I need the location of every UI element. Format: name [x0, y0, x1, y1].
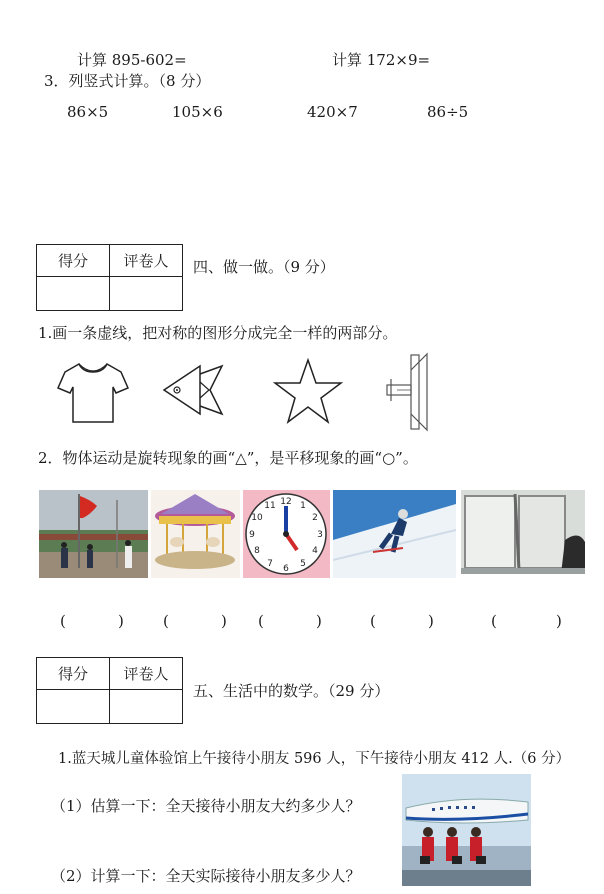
star-icon [272, 358, 344, 424]
skier-photo [333, 490, 456, 578]
grader-header: 评卷人 [110, 658, 183, 690]
section4-q1: 1.画一条虚线，把对称的图形分成完全一样的两部分。 [38, 324, 398, 342]
section5-sub1: （1）估算一下：全天接待小朋友大约多少人？ [51, 797, 361, 815]
grader-header: 评卷人 [110, 245, 183, 277]
svg-text:7: 7 [267, 559, 273, 569]
window-photo [461, 490, 585, 574]
svg-text:8: 8 [254, 546, 260, 556]
answer-paren: ( [491, 612, 497, 630]
svg-text:9: 9 [249, 530, 255, 540]
answer-paren: ) [428, 612, 434, 630]
score-header: 得分 [37, 658, 110, 690]
score-cell[interactable] [37, 690, 110, 724]
flag-raising-photo [39, 490, 148, 578]
answer-paren: ( [163, 612, 169, 630]
airport-kids-photo [402, 774, 531, 886]
score-table [36, 244, 183, 311]
svg-text:5: 5 [300, 559, 306, 569]
answer-paren: ( [370, 612, 376, 630]
score-table [36, 657, 183, 724]
t-shirt-icon [57, 362, 129, 424]
svg-text:10: 10 [251, 513, 263, 523]
score-header: 得分 [37, 245, 110, 277]
svg-text:4: 4 [312, 546, 318, 556]
q3-item: 86×5 [67, 103, 109, 121]
svg-text:1: 1 [300, 501, 306, 511]
airplane-icon [383, 352, 435, 432]
q3-item: 420×7 [307, 103, 358, 121]
grader-cell[interactable] [110, 277, 183, 311]
q3-item: 86÷5 [427, 103, 469, 121]
svg-text:11: 11 [264, 501, 276, 511]
calc-left: 计算 895-602= [77, 51, 187, 69]
svg-text:12: 12 [280, 497, 292, 507]
svg-text:2: 2 [312, 513, 318, 523]
answer-paren: ( [60, 612, 66, 630]
answer-paren: ( [258, 612, 264, 630]
fish-icon [162, 364, 224, 416]
svg-text:3: 3 [317, 530, 323, 540]
svg-text:6: 6 [283, 564, 289, 574]
calc-right: 计算 172×9= [332, 51, 431, 69]
clock-photo [243, 490, 330, 578]
section5-title: 五、生活中的数学。（29 分） [193, 682, 390, 700]
answer-paren: ) [316, 612, 322, 630]
section5-sub2: （2）计算一下：全天实际接待小朋友多少人？ [51, 867, 361, 885]
section4-q2: 2．物体运动是旋转现象的画“△”，是平移现象的画“○”。 [38, 449, 418, 467]
answer-paren: ) [118, 612, 124, 630]
carousel-photo [151, 490, 240, 578]
grader-cell[interactable] [110, 690, 183, 724]
section5-q1: 1.蓝天城儿童体验馆上午接待小朋友 596 人，下午接待小朋友 412 人.（6 分） [58, 751, 571, 767]
answer-paren: ) [556, 612, 562, 630]
score-cell[interactable] [37, 277, 110, 311]
q3-item: 105×6 [172, 103, 223, 121]
section4-title: 四、做一做。（9 分） [193, 258, 335, 276]
answer-paren: ) [221, 612, 227, 630]
q3-title: 3．列竖式计算。（8 分） [44, 72, 211, 90]
